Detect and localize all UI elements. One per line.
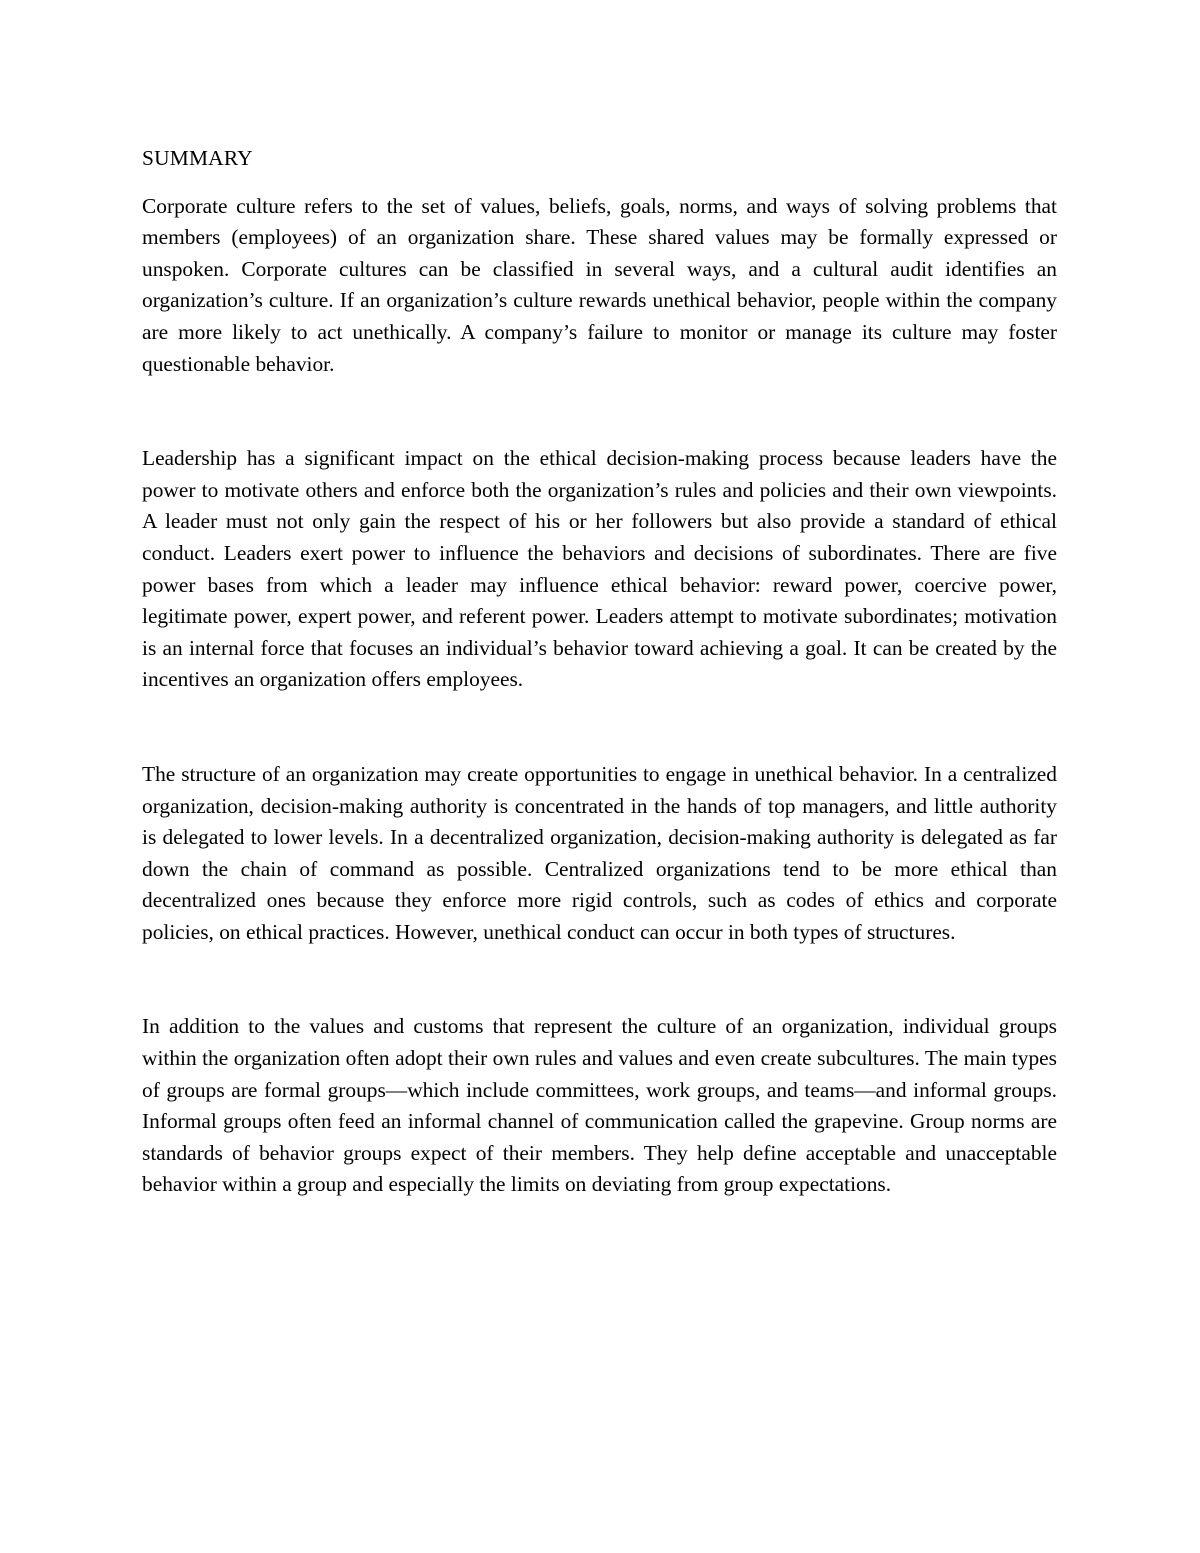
paragraph-leadership: Leadership has a significant impact on the ethical decision-making process because leaders have the power to motivate others and enforce both the organization’s rules and policies and their own viewpoints. A leader must not only gain the respect of his or her followers but also provide a standard of ethical conduct. Leaders exert power to influence the behaviors and decisions of subordinates. There are five power bases from which a leader may influence ethical behavior: reward power, coercive power, legitimate power, expert power, and referent power. Leaders attempt to motivate subordinates; motivation is an internal force that focuses an individual’s behavior toward achieving a goal. It can be created by the incentives an organization offers employees. [142,446,1057,692]
document-body [142,143,1057,1201]
paragraph-organizational-structure: The structure of an organization may create opportunities to engage in unethical behavior. In a centralized organization, decision-making authority is concentrated in the hands of top managers, and little authority is delegated to lower levels. In a decentralized organization, decision-making authority is delegated as far down the chain of command as possible. Centralized organizations tend to be more ethical than decentralized ones because they enforce more rigid controls, such as codes of ethics and corporate policies, on ethical practices. However, unethical conduct can occur in both types of structures. [142,761,1057,944]
paragraph-groups: In addition to the values and customs that represent the culture of an organization, individual groups within the organization often adopt their own rules and values and even create subcultures. The main types of groups are formal groups—which include committees, work groups, and teams—and informal groups. Informal groups often feed an informal channel of communication called the grapevine. Group norms are standards of behavior groups expect of their members. They help define acceptable and unacceptable behavior within a group and especially the limits on deviating from group expectations. [142,1014,1057,1197]
summary-heading: SUMMARY [142,146,253,170]
paragraph-corporate-culture: Corporate culture refers to the set of values, beliefs, goals, norms, and ways of solving problems that members (employees) of an organization share. These shared values may be formally expressed or unspoken. Corporate cultures can be classified in several ways, and a cultural audit identifies an organization’s culture. If an organization’s culture rewards unethical behavior, people within the company are more likely to act unethically. A company’s failure to monitor or manage its culture may foster questionable behavior. [142,193,1057,376]
